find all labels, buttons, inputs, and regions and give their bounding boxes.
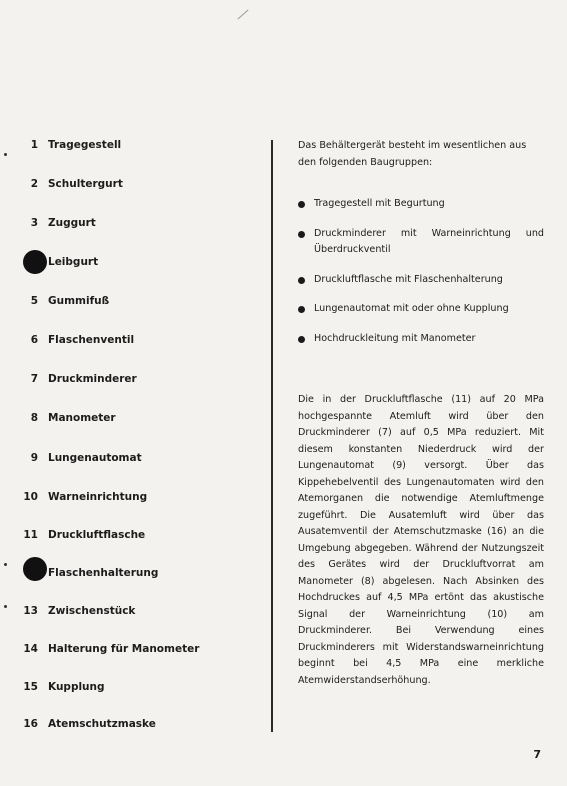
parts-list-item: [0, 716, 156, 732]
part-label: Gummifuß: [48, 295, 110, 307]
component-text: Hochdruckleitung mit Manometer: [314, 332, 476, 344]
punch-hole: [23, 557, 47, 581]
parts-list-item: [0, 293, 109, 309]
column-divider: [271, 140, 273, 732]
bullet-dot-icon: [298, 277, 305, 284]
bullet-dot-icon: [298, 231, 305, 238]
component-list: [298, 196, 544, 360]
part-label: Druckluftflasche: [48, 529, 146, 541]
bullet-dot-icon: [298, 306, 305, 313]
parts-list-item: [0, 371, 137, 387]
part-label: Warneinrichtung: [48, 491, 148, 503]
part-number: 1: [30, 139, 38, 151]
parts-list-item: [0, 254, 98, 270]
component-item: [298, 301, 544, 318]
part-number: 9: [30, 452, 38, 464]
bullet-dot-icon: [298, 201, 305, 208]
part-number: 14: [23, 643, 38, 655]
component-text: Tragegestell mit Begurtung: [314, 198, 445, 209]
part-label: Lungenautomat: [48, 452, 142, 464]
body-paragraph: Die in der Druckluftflasche (11) auf 20 MPa hochgespannte Atemluft wird über den Druckminderer (7) auf 0,5 MPa reduziert. Mit diesem konstanten Niederdruck wird der Lungenautomat (9) versorgt. Über das Kippehebelventil des Lungenautomaten wird den Atemorganen die notwendige Atemluftmenge zugeführt. Die Ausatemluft wird über das Ausatemventil der Atemschutzmaske (16) an die Umgebung abgegeben. Während der Nutzungszeit des Gerätes wird der Druckluftvorrat am Manometer (8) abgelesen. Nach Absinken des Hochdruckes auf 4,5 MPa ertönt das akustische Signal der Warneinrichtung (10) am Druckminderer. Bei Verwendung eines Druckminderers mit Widerstandswarneinrichtung beginnt bei 4,5 MPa eine merkliche Atemwiderstandserhöhung.: [298, 394, 544, 686]
parts-list-item: [0, 489, 147, 505]
part-number: 3: [30, 217, 38, 229]
parts-list-item: [0, 679, 105, 695]
parts-list-item: [0, 410, 116, 426]
part-number: 8: [30, 412, 38, 424]
component-item: [298, 226, 544, 259]
parts-list-item: [0, 603, 135, 619]
paper-speck: [4, 563, 7, 566]
part-label: Manometer: [48, 412, 116, 424]
parts-list-item: [0, 332, 134, 348]
part-number: 13: [23, 605, 38, 617]
part-number: 15: [23, 681, 38, 693]
part-label: Tragegestell: [48, 139, 122, 151]
part-number: 7: [30, 373, 38, 385]
punch-hole: [23, 250, 47, 274]
component-text: Druckminderer mit Warneinrichtung und Überdruckventil: [314, 227, 544, 255]
part-label: Zwischenstück: [48, 605, 136, 617]
bullet-dot-icon: [298, 336, 305, 343]
part-label: Schultergurt: [48, 178, 123, 190]
paper-speck: [4, 153, 7, 156]
parts-list-item: [0, 527, 145, 543]
part-label: Atemschutzmaske: [48, 718, 156, 730]
part-label: Flaschenhalterung: [48, 567, 159, 579]
parts-list-item: [0, 450, 142, 466]
intro-paragraph: Das Behältergerät besteht im wesentlichen aus den folgenden Baugruppen:: [298, 140, 527, 168]
paper-speck: [4, 605, 7, 608]
part-label: Druckminderer: [48, 373, 137, 385]
part-number: 16: [23, 718, 38, 730]
component-item: [298, 196, 544, 213]
component-text: Druckluftflasche mit Flaschenhalterung: [314, 273, 503, 285]
part-number: 10: [23, 491, 38, 503]
parts-list-item: [0, 137, 121, 153]
part-label: Kupplung: [48, 681, 105, 693]
parts-list-item: [0, 641, 199, 657]
part-label: Leibgurt: [48, 256, 99, 268]
part-number: 5: [30, 295, 38, 307]
part-label: Halterung für Manometer: [48, 643, 200, 655]
component-item: [298, 272, 544, 289]
part-number: 6: [30, 334, 38, 346]
parts-list-item: [0, 215, 96, 231]
part-label: Flaschenventil: [48, 334, 135, 346]
part-number: 11: [23, 529, 38, 541]
part-label: Zuggurt: [48, 217, 96, 229]
page-number: 7: [533, 748, 541, 761]
component-text: Lungenautomat mit oder ohne Kupplung: [314, 303, 509, 314]
parts-list-item: [0, 176, 123, 192]
parts-list: [0, 0, 260, 786]
part-number: 2: [30, 178, 38, 190]
component-item: [298, 331, 544, 348]
